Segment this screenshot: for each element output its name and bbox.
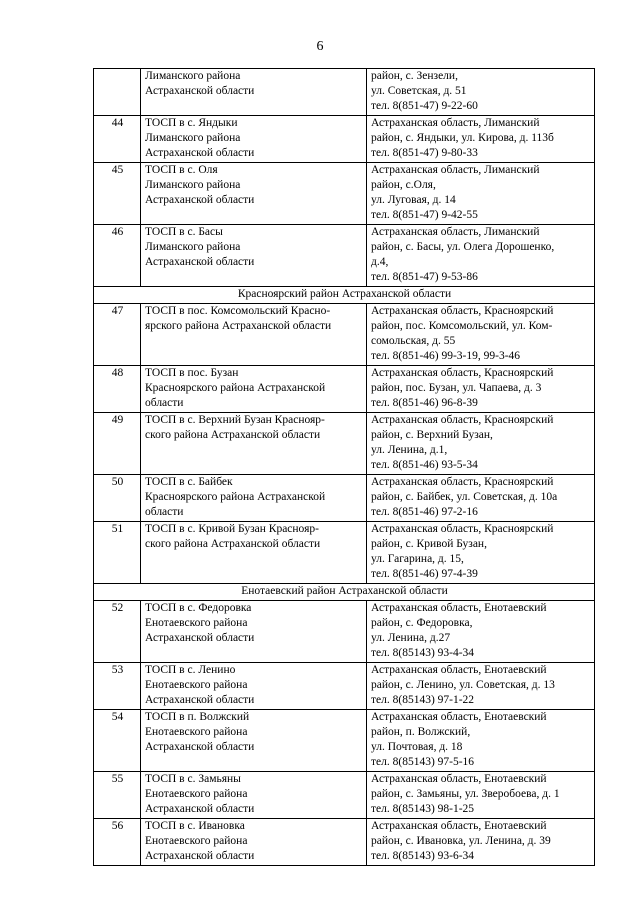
address-line: тел. 8(851-47) 9-80-33 <box>371 147 478 159</box>
office-name-line: Астраханской области <box>145 850 255 862</box>
address-cell <box>367 366 595 413</box>
office-name-line: Астраханской области <box>145 85 255 97</box>
office-name-line: ТОСП в с. Ленино <box>145 664 236 676</box>
address-line: район, с. Ивановка, ул. Ленина, д. 39 <box>371 835 551 847</box>
address-line: Астраханская область, Лиманский <box>371 226 540 238</box>
office-name-line: ТОСП в с. Байбек <box>145 476 233 488</box>
office-name-line: Астраханской области <box>145 147 255 159</box>
address-line: Астраханская область, Лиманский <box>371 117 540 129</box>
office-name-cell <box>141 163 367 225</box>
office-name-line: Лиманского района <box>145 70 241 82</box>
office-name-line: ТОСП в с. Верхний Бузан Краснояр- <box>145 414 325 426</box>
row-number: 56 <box>94 819 141 866</box>
office-name-line: ского района Астраханской области <box>145 538 321 550</box>
address-line: тел. 8(851-47) 9-53-86 <box>371 271 478 283</box>
office-name-line: ТОСП в с. Оля <box>145 164 218 176</box>
office-name-line: ТОСП в пос. Комсомольский Красно- <box>145 305 331 317</box>
row-number: 47 <box>94 304 141 366</box>
address-cell <box>367 475 595 522</box>
office-name-line: Лиманского района <box>145 132 241 144</box>
address-line: ул. Луговая, д. 14 <box>371 194 456 206</box>
address-line: тел. 8(851-46) 93-5-34 <box>371 459 478 471</box>
address-line: район, с. Байбек, ул. Советская, д. 10а <box>371 491 558 503</box>
office-name-line: Лиманского района <box>145 241 241 253</box>
address-cell <box>367 304 595 366</box>
address-line: тел. 8(851-46) 97-4-39 <box>371 568 478 580</box>
address-line: район, с. Верхний Бузан, <box>371 429 493 441</box>
address-line: район, пос. Бузан, ул. Чапаева, д. 3 <box>371 382 542 394</box>
address-cell <box>367 116 595 163</box>
section-header-row <box>94 287 595 304</box>
address-line: район, с. Басы, ул. Олега Дорошенко, <box>371 241 555 253</box>
table-row <box>94 413 595 475</box>
office-name-line: Астраханской области <box>145 194 255 206</box>
row-number <box>94 69 141 116</box>
row-number: 44 <box>94 116 141 163</box>
office-name-line: ТОСП в с. Замьяны <box>145 773 241 785</box>
table-row <box>94 225 595 287</box>
address-line: район, с. Кривой Бузан, <box>371 538 487 550</box>
table-row <box>94 366 595 413</box>
address-cell <box>367 663 595 710</box>
office-name-line: ярского района Астраханской области <box>145 320 332 332</box>
office-name-line: Астраханской области <box>145 256 255 268</box>
address-line: тел. 8(851-46) 96-8-39 <box>371 397 478 409</box>
address-cell <box>367 819 595 866</box>
row-number: 51 <box>94 522 141 584</box>
office-name-line: Лиманского района <box>145 179 241 191</box>
office-name-line: области <box>145 397 184 409</box>
office-name-cell <box>141 69 367 116</box>
address-line: район, с.Оля, <box>371 179 436 191</box>
address-line: сомольская, д. 55 <box>371 335 456 347</box>
section-header-row <box>94 584 595 601</box>
address-line: ул. Ленина, д.1, <box>371 444 448 456</box>
office-name-cell <box>141 819 367 866</box>
address-line: Астраханская область, Красноярский <box>371 476 554 488</box>
address-line: тел. 8(85143) 97-1-22 <box>371 694 475 706</box>
address-line: тел. 8(851-46) 99-3-19, 99-3-46 <box>371 350 521 362</box>
address-cell <box>367 710 595 772</box>
address-line: тел. 8(851-46) 97-2-16 <box>371 506 478 518</box>
address-line: Астраханская область, Красноярский <box>371 414 554 426</box>
office-name-cell <box>141 225 367 287</box>
office-name-cell <box>141 663 367 710</box>
office-name-line: ТОСП в с. Кривой Бузан Краснояр- <box>145 523 319 535</box>
office-name-line: ТОСП в пос. Бузан <box>145 367 239 379</box>
office-name-line: Енотаевского района <box>145 788 248 800</box>
office-name-cell <box>141 366 367 413</box>
office-name-line: Красноярского района Астраханской <box>145 491 326 503</box>
table-row <box>94 163 595 225</box>
address-line: тел. 8(85143) 97-5-16 <box>371 756 475 768</box>
office-name-cell <box>141 413 367 475</box>
address-line: район, с. Ленино, ул. Советская, д. 13 <box>371 679 555 691</box>
address-line: тел. 8(85143) 93-6-34 <box>371 850 475 862</box>
address-line: тел. 8(85143) 93-4-34 <box>371 647 475 659</box>
row-number: 54 <box>94 710 141 772</box>
address-line: район, пос. Комсомольский, ул. Ком- <box>371 320 553 332</box>
address-line: район, с. Замьяны, ул. Зверобоева, д. 1 <box>371 788 560 800</box>
office-name-line: Енотаевского района <box>145 617 248 629</box>
address-line: д.4, <box>371 256 389 268</box>
address-line: Астраханская область, Лиманский <box>371 164 540 176</box>
table-row <box>94 663 595 710</box>
address-line: ул. Ленина, д.27 <box>371 632 451 644</box>
row-number: 49 <box>94 413 141 475</box>
section-title: Красноярский район Астраханской области <box>94 287 595 304</box>
table-row <box>94 601 595 663</box>
tosp-table <box>93 68 595 866</box>
section-title: Енотаевский район Астраханской области <box>94 584 595 601</box>
address-line: район, с. Яндыки, ул. Кирова, д. 113б <box>371 132 554 144</box>
row-number: 52 <box>94 601 141 663</box>
office-name-line: Енотаевского района <box>145 726 248 738</box>
table-row <box>94 304 595 366</box>
office-name-line: ТОСП в с. Яндыки <box>145 117 238 129</box>
address-line: тел. 8(85143) 98-1-25 <box>371 803 475 815</box>
address-cell <box>367 225 595 287</box>
row-number: 55 <box>94 772 141 819</box>
table-body <box>94 69 595 866</box>
address-line: ул. Советская, д. 51 <box>371 85 467 97</box>
address-line: тел. 8(851-47) 9-42-55 <box>371 209 478 221</box>
address-cell <box>367 601 595 663</box>
address-cell <box>367 413 595 475</box>
office-name-line: Астраханской области <box>145 741 255 753</box>
office-name-cell <box>141 522 367 584</box>
address-cell <box>367 772 595 819</box>
office-name-line: Енотаевского района <box>145 679 248 691</box>
office-name-line: Астраханской области <box>145 803 255 815</box>
office-name-line: ТОСП в с. Федоровка <box>145 602 252 614</box>
address-cell <box>367 69 595 116</box>
office-name-cell <box>141 601 367 663</box>
row-number: 50 <box>94 475 141 522</box>
address-line: Астраханская область, Красноярский <box>371 367 554 379</box>
address-cell <box>367 163 595 225</box>
table-row <box>94 819 595 866</box>
office-name-line: Астраханской области <box>145 632 255 644</box>
row-number: 46 <box>94 225 141 287</box>
office-name-line: Астраханской области <box>145 694 255 706</box>
address-line: район, с. Зензели, <box>371 70 458 82</box>
row-number: 48 <box>94 366 141 413</box>
office-name-line: ского района Астраханской области <box>145 429 321 441</box>
address-cell <box>367 522 595 584</box>
table-row <box>94 522 595 584</box>
office-name-cell <box>141 116 367 163</box>
address-line: Астраханская область, Енотаевский <box>371 664 547 676</box>
address-line: тел. 8(851-47) 9-22-60 <box>371 100 478 112</box>
row-number: 53 <box>94 663 141 710</box>
office-name-line: Енотаевского района <box>145 835 248 847</box>
office-name-line: Красноярского района Астраханской <box>145 382 326 394</box>
page-number: 6 <box>316 39 324 54</box>
address-line: Астраханская область, Енотаевский <box>371 602 547 614</box>
address-line: Астраханская область, Енотаевский <box>371 711 547 723</box>
table-row <box>94 69 595 116</box>
office-name-line: области <box>145 506 184 518</box>
address-line: район, п. Волжский, <box>371 726 471 738</box>
table-row <box>94 772 595 819</box>
office-name-line: ТОСП в п. Волжский <box>145 711 250 723</box>
office-name-cell <box>141 304 367 366</box>
row-number: 45 <box>94 163 141 225</box>
office-name-cell <box>141 710 367 772</box>
address-line: Астраханская область, Красноярский <box>371 523 554 535</box>
address-line: Астраханская область, Енотаевский <box>371 820 547 832</box>
address-line: ул. Гагарина, д. 15, <box>371 553 464 565</box>
table-row <box>94 116 595 163</box>
address-line: Астраханская область, Красноярский <box>371 305 554 317</box>
address-line: Астраханская область, Енотаевский <box>371 773 547 785</box>
table-row <box>94 475 595 522</box>
office-name-line: ТОСП в с. Ивановка <box>145 820 245 832</box>
table-row <box>94 710 595 772</box>
address-line: ул. Почтовая, д. 18 <box>371 741 463 753</box>
office-name-cell <box>141 772 367 819</box>
address-line: район, с. Федоровка, <box>371 617 473 629</box>
office-name-cell <box>141 475 367 522</box>
office-name-line: ТОСП в с. Басы <box>145 226 223 238</box>
